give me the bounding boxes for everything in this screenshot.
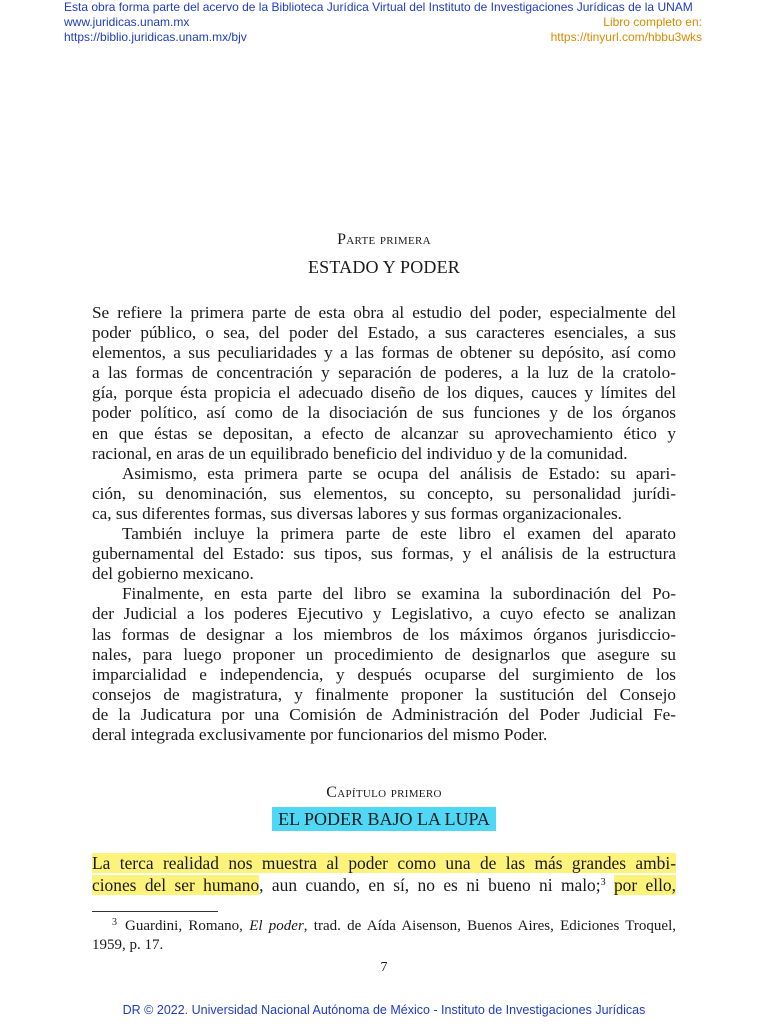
text-line: gía, porque ésta propicia el adecuado diseño de los diques, cauces y límites del xyxy=(92,383,676,403)
footnote-line: 1959, p. 17. xyxy=(92,937,164,953)
text-line: poder político, así como de la disociación de sus funciones y de los órganos xyxy=(92,403,676,423)
part-title: ESTADO Y PODER xyxy=(307,257,461,277)
text-line: elementos, a sus peculiaridades y a las formas de obtener su depósito, así como xyxy=(92,343,676,363)
highlighted-text: La terca realidad nos muestra al poder como una de las más grandes ambi- xyxy=(92,853,676,873)
header-link-bjv[interactable]: https://biblio.juridicas.unam.mx/bjv xyxy=(64,30,247,44)
text-line: gubernamental del Estado: sus tipos, sus formas, y el análisis de la estructura xyxy=(92,544,676,564)
part-intro-text xyxy=(92,303,676,745)
chapter-title: EL PODER BAJO LA LUPA xyxy=(272,807,496,831)
text-line: nales, para luego proponer un procedimiento de designarlos que asegure su xyxy=(92,644,676,664)
chapter-label: Capítulo primero xyxy=(326,784,442,801)
text-line: Finalmente, en esta parte del libro se examina la subordinación del Po- xyxy=(122,584,676,604)
header-collection-note: Esta obra forma parte del acervo de la Biblioteca Jurídica Virtual del Instituto de Investigaciones Jurídicas de la UNAM xyxy=(64,0,693,14)
footnote-line: $^3$ Guardini, Romano, El poder, trad. de Aída Aisenson, Buenos Aires, Ediciones Troquel, xyxy=(112,917,676,934)
header-book-label: Libro completo en: xyxy=(603,15,702,29)
footer-copyright: DR © 2022. Universidad Nacional Autónoma de México - Instituto de Investigaciones Jurídicas xyxy=(122,1003,646,1017)
text-line xyxy=(92,852,676,874)
text-line: ciones del ser humano, aun cuando, en sí, no es ni bueno ni malo;$^3$ por ello, xyxy=(92,875,676,895)
text-line: poder público, o sea, del poder del Estado, a sus caracteres esenciales, a sus xyxy=(92,323,676,343)
text-line: Se refiere la primera parte de esta obra al estudio del poder, especialmente del xyxy=(92,303,676,322)
highlighted-text: por ello, xyxy=(613,875,676,895)
page-number: 7 xyxy=(380,960,388,975)
text-line: Asimismo, esta primera parte se ocupa del análisis de Estado: su apari- xyxy=(122,463,676,483)
footnote-divider xyxy=(92,911,218,912)
text-line: las formas de designar a los miembros de los máximos órganos jurisdiccio- xyxy=(92,624,676,644)
footnote-reference[interactable]: 3 xyxy=(600,877,606,888)
footnote xyxy=(92,913,676,955)
text-line: ca, sus diferentes formas, sus diversas labores y sus formas organizacionales. xyxy=(92,503,622,523)
text-line: del gobierno mexicano. xyxy=(92,564,254,584)
text-line: der Judicial a los poderes Ejecutivo y Legislativo, a cuyo efecto se analizan xyxy=(92,604,676,624)
chapter-opening-text xyxy=(92,852,676,896)
text-line: deral integrada exclusivamente por funcionarios del mismo Poder. xyxy=(92,724,548,744)
header-link-book[interactable]: https://tinyurl.com/hbbu3wks xyxy=(550,30,702,44)
text-line: en que éstas se depositan, a efecto de alcanzar su aprovechamiento ético y xyxy=(92,423,676,443)
text-line: ción, su denominación, sus elementos, su concepto, su personalidad jurídi- xyxy=(92,483,676,503)
highlighted-text: ciones del ser humano xyxy=(92,875,260,895)
part-label: Parte primera xyxy=(337,231,431,248)
header-book-link-block xyxy=(551,15,702,45)
text-line: imparcialidad e independencia, y después ocuparse del surgimiento de los xyxy=(92,664,676,684)
footnote-mark: 3 xyxy=(112,917,117,928)
text-line: racional, en aras de un equilibrado beneficio del individuo y de la comunidad. xyxy=(92,443,628,463)
header-link-juridicas[interactable]: www.juridicas.unam.mx xyxy=(64,15,190,29)
text-line: a las formas de concentración y separación de poderes, a la luz de la cratolo- xyxy=(92,363,676,383)
text-line: También incluye la primera parte de este libro el examen del aparato xyxy=(122,524,676,544)
text-line: consejos de magistratura, y finalmente proponer la sustitución del Consejo xyxy=(92,684,676,704)
text-line: de la Judicatura por una Comisión de Administración del Poder Judicial Fe- xyxy=(92,704,676,724)
